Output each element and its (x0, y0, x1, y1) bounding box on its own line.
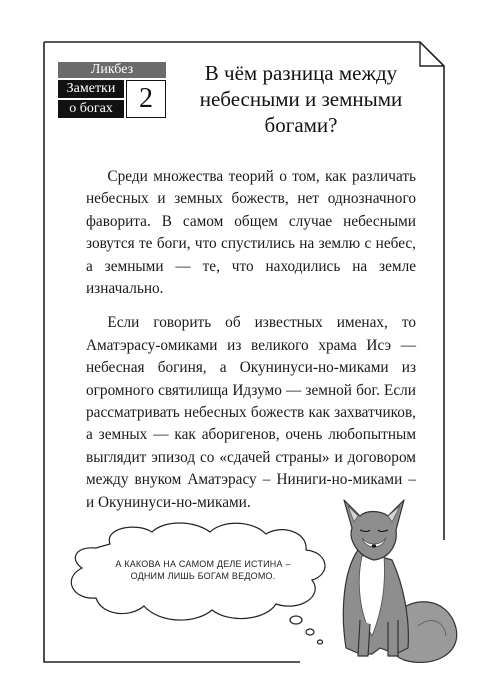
title-line: В чём разница между (204, 61, 398, 85)
bubble-line: ОДНИМ ЛИШЬ БОГАМ ВЕДОМО. (130, 571, 276, 581)
bubble-line: А КАКОВА НА САМОМ ДЕЛЕ ИСТИНА – (115, 559, 291, 569)
section-badge (58, 62, 166, 118)
body-text (86, 166, 416, 526)
badge-series-line1: Заметки (58, 80, 124, 98)
thought-bubble (71, 523, 325, 644)
badge-series-line2: о богах (58, 100, 124, 118)
page-title (176, 60, 426, 138)
bubble-caption (104, 558, 302, 582)
badge-category: Ликбез (58, 62, 166, 78)
body-paragraph: Если говорить об известных именах, то Аматэрасу-омиками из великого храма Исэ — небесная богиня, а Окунинуси-но-миками из огромного святилища Идзумо — земной бог. Если рассматривать небесных божеств как захватчиков, а земных — как аборигенов, очень любопытным выглядит эпизод со «сдачей страны» и договором между внуком Аматэрасу – Ниниги-но-миками – и Окунинуси-но-миками. (86, 314, 416, 511)
body-paragraph: Среди множества теорий о том, как различать небесных и земных божеств, нет однозначного фаворита. В самом общем случае небесными зовутся те боги, что спустились на землю с небес, а земными — те, что находились на земле изначально. (86, 168, 416, 298)
title-line: небесными и земными (199, 87, 403, 111)
badge-number: 2 (126, 80, 166, 118)
title-line: богами? (264, 113, 338, 137)
